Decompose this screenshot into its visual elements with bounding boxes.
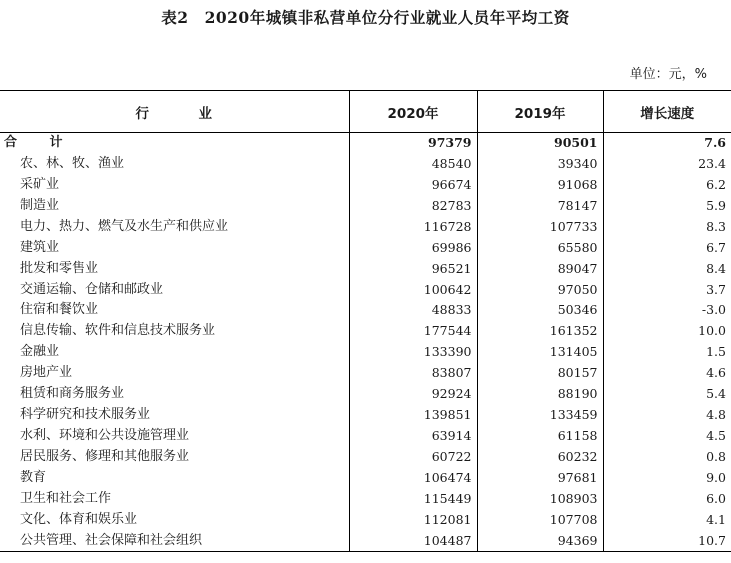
- value-2020: 48540: [349, 153, 477, 174]
- industry-name: 信息传输、软件和信息技术服务业: [20, 323, 216, 339]
- table-row: [0, 321, 731, 342]
- column-header-2020: 2020年: [349, 91, 477, 133]
- industry-name: 卫生和社会工作: [20, 490, 112, 506]
- industry-name: 教育: [20, 469, 47, 485]
- total-label: 合 计: [4, 135, 77, 151]
- value-2020: 96521: [349, 258, 477, 279]
- value-2020: 112081: [349, 509, 477, 530]
- value-2019: 133459: [477, 405, 603, 426]
- value-2019: 97050: [477, 279, 603, 300]
- value-2019: 94369: [477, 530, 603, 551]
- growth-rate: 23.4: [603, 153, 731, 174]
- industry-name: 租赁和商务服务业: [20, 386, 125, 402]
- page-title: 表2 2020年城镇非私营单位分行业就业人员年平均工资: [161, 8, 570, 27]
- table-row: [0, 174, 731, 195]
- growth-rate: 6.7: [603, 237, 731, 258]
- industry-name: 住宿和餐饮业: [20, 302, 99, 318]
- growth-rate: 4.5: [603, 426, 731, 447]
- value-2019: 65580: [477, 237, 603, 258]
- value-2019: 131405: [477, 342, 603, 363]
- value-2020: 115449: [349, 488, 477, 509]
- table-row: [0, 384, 731, 405]
- growth-rate: 6.2: [603, 174, 731, 195]
- table-row: [0, 509, 731, 530]
- growth-rate: 5.9: [603, 195, 731, 216]
- table-row: [0, 258, 731, 279]
- value-2019: 97681: [477, 468, 603, 489]
- table-row: [0, 153, 731, 174]
- table-row: [0, 216, 731, 237]
- table-row: [0, 468, 731, 489]
- industry-name: 采矿业: [20, 176, 60, 192]
- wage-table: [0, 90, 731, 552]
- value-2019: 88190: [477, 384, 603, 405]
- total-2020: 97379: [349, 133, 477, 154]
- value-2020: 60722: [349, 447, 477, 468]
- value-2020: 100642: [349, 279, 477, 300]
- header-row: [0, 91, 731, 133]
- value-2020: 133390: [349, 342, 477, 363]
- total-row: [0, 133, 731, 154]
- industry-name: 制造业: [20, 197, 60, 213]
- value-2020: 177544: [349, 321, 477, 342]
- column-header-growth: 增长速度: [603, 91, 731, 133]
- growth-rate: 3.7: [603, 279, 731, 300]
- industry-name: 居民服务、修理和其他服务业: [20, 449, 190, 465]
- unit-note: 单位：元，%: [629, 67, 707, 82]
- growth-rate: 8.3: [603, 216, 731, 237]
- value-2019: 50346: [477, 300, 603, 321]
- industry-name: 电力、热力、燃气及水生产和供应业: [20, 218, 229, 234]
- value-2020: 96674: [349, 174, 477, 195]
- industry-name: 房地产业: [20, 365, 73, 381]
- industry-name: 建筑业: [20, 239, 60, 255]
- growth-rate: 5.4: [603, 384, 731, 405]
- value-2020: 139851: [349, 405, 477, 426]
- value-2020: 104487: [349, 530, 477, 551]
- table-row: [0, 237, 731, 258]
- growth-rate: 6.0: [603, 488, 731, 509]
- growth-rate: 1.5: [603, 342, 731, 363]
- value-2020: 82783: [349, 195, 477, 216]
- growth-rate: 9.0: [603, 468, 731, 489]
- industry-name: 文化、体育和娱乐业: [20, 511, 138, 527]
- industry-name: 农、林、牧、渔业: [20, 155, 125, 171]
- industry-name: 金融业: [20, 344, 60, 360]
- value-2020: 63914: [349, 426, 477, 447]
- column-header-2019: 2019年: [477, 91, 603, 133]
- total-2019: 90501: [477, 133, 603, 154]
- growth-rate: 4.6: [603, 363, 731, 384]
- value-2019: 78147: [477, 195, 603, 216]
- growth-rate: 4.1: [603, 509, 731, 530]
- total-growth: 7.6: [603, 133, 731, 154]
- table-row: [0, 300, 731, 321]
- table-row: [0, 426, 731, 447]
- value-2019: 80157: [477, 363, 603, 384]
- table-row: [0, 530, 731, 551]
- value-2020: 83807: [349, 363, 477, 384]
- value-2020: 48833: [349, 300, 477, 321]
- table-row: [0, 488, 731, 509]
- value-2019: 39340: [477, 153, 603, 174]
- value-2019: 161352: [477, 321, 603, 342]
- industry-name: 交通运输、仓储和邮政业: [20, 281, 164, 297]
- column-header-industry: 行 业: [0, 91, 349, 133]
- value-2020: 69986: [349, 237, 477, 258]
- growth-rate: 8.4: [603, 258, 731, 279]
- table-row: [0, 405, 731, 426]
- value-2020: 92924: [349, 384, 477, 405]
- value-2019: 107708: [477, 509, 603, 530]
- growth-rate: 4.8: [603, 405, 731, 426]
- value-2020: 106474: [349, 468, 477, 489]
- value-2020: 116728: [349, 216, 477, 237]
- industry-name: 批发和零售业: [20, 260, 99, 276]
- table-row: [0, 279, 731, 300]
- growth-rate: 10.0: [603, 321, 731, 342]
- growth-rate: 0.8: [603, 447, 731, 468]
- value-2019: 61158: [477, 426, 603, 447]
- table-row: [0, 195, 731, 216]
- value-2019: 107733: [477, 216, 603, 237]
- industry-name: 科学研究和技术服务业: [20, 407, 151, 423]
- value-2019: 89047: [477, 258, 603, 279]
- value-2019: 91068: [477, 174, 603, 195]
- growth-rate: 10.7: [603, 530, 731, 551]
- value-2019: 108903: [477, 488, 603, 509]
- industry-name: 公共管理、社会保障和社会组织: [0, 530, 349, 551]
- table-row: [0, 342, 731, 363]
- table-row: [0, 363, 731, 384]
- industry-name: 水利、环境和公共设施管理业: [20, 428, 190, 444]
- table-row: [0, 447, 731, 468]
- growth-rate: -3.0: [603, 300, 731, 321]
- value-2019: 60232: [477, 447, 603, 468]
